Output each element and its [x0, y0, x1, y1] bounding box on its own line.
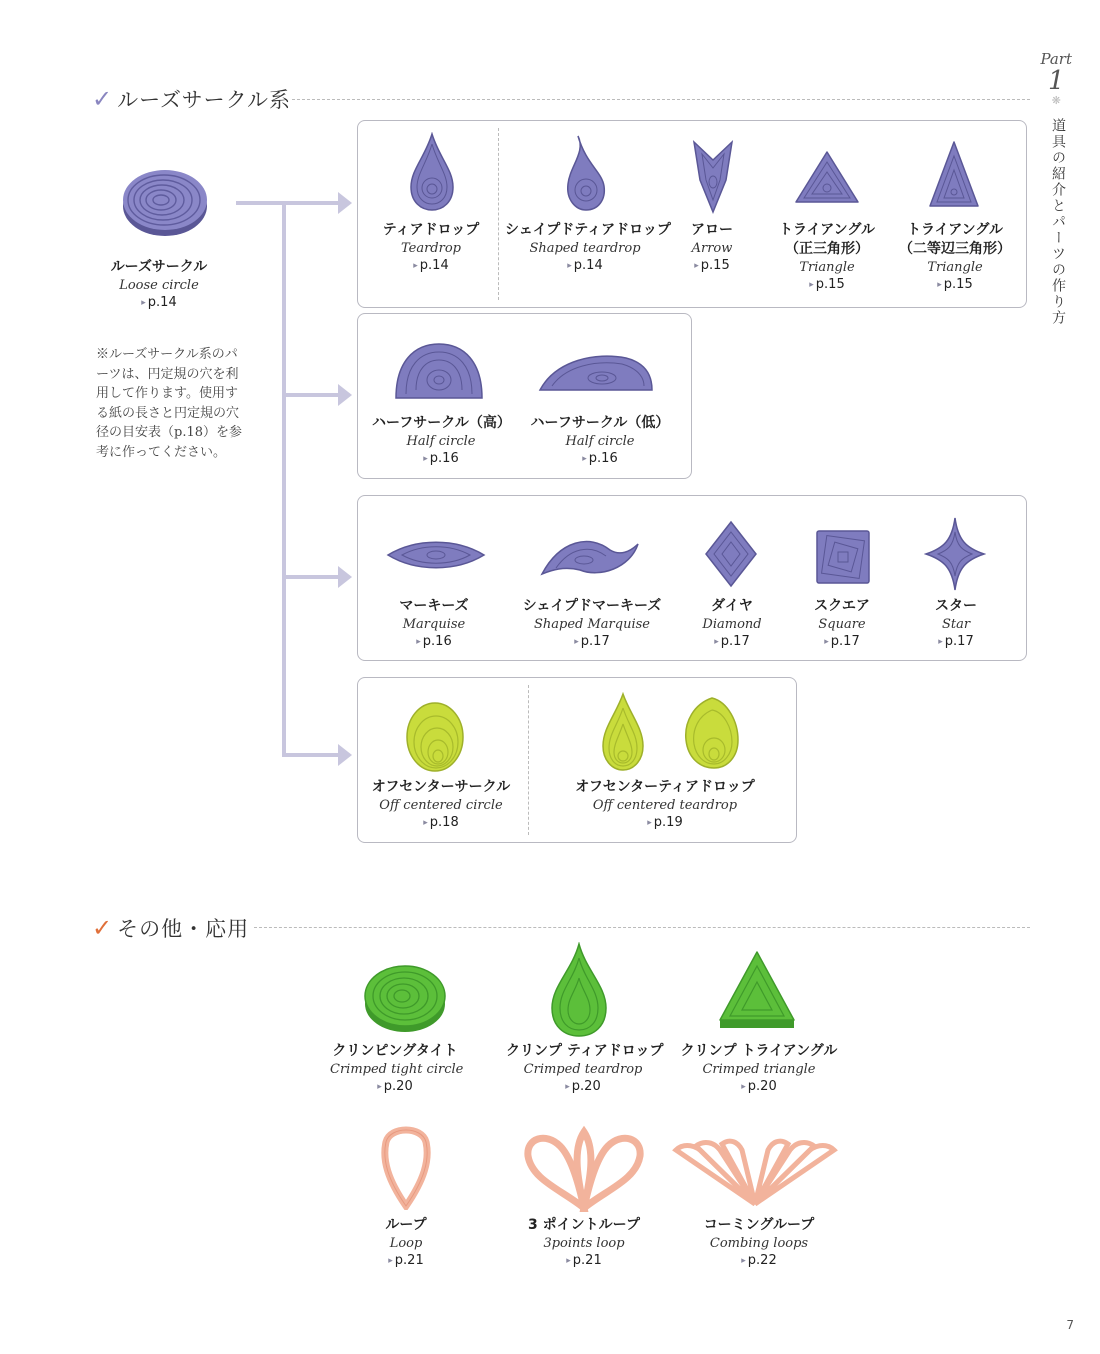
part-crimped-triangle: クリンプ トライアングル Crimped triangle ▸ p.20 [680, 1042, 838, 1097]
check-mark-icon: ✓ [92, 914, 114, 942]
loop-image [378, 1120, 434, 1210]
diamond-image [704, 520, 758, 588]
shaped-marquise-image [540, 530, 640, 580]
combing-loops-image [672, 1136, 838, 1208]
source-loose-circle: ルーズサークル Loose circle ▸ p.14 [94, 258, 224, 313]
part-off-centered-teardrop: オフセンターティアドロップ Off centered teardrop ▸ p.19 [560, 778, 770, 833]
off-centered-teardrop-image [600, 692, 646, 772]
off-centered-circle-image [404, 700, 466, 774]
arrow-image [690, 138, 736, 214]
section-title-others: ✓ その他・応用 [92, 914, 250, 942]
check-mark-icon: ✓ [92, 85, 114, 113]
page-number: 7 [1066, 1318, 1074, 1332]
right-arrow-icon [338, 384, 352, 406]
half-circle-high-image [392, 340, 486, 406]
right-arrow-icon [338, 566, 352, 588]
note-text: ※ルーズサークル系のパーツは、円定規の穴を利用して作ります。使用する紙の長さと円定規の穴径の目安表（p.18）を参考に作ってください。 [96, 347, 242, 460]
connector-line [282, 393, 340, 397]
group-divider [498, 128, 499, 300]
connector-trunk [282, 201, 286, 757]
half-circle-low-image [536, 350, 656, 396]
shaped-teardrop-image [556, 134, 612, 212]
part-teardrop: ティアドロップ Teardrop ▸ p.14 [371, 221, 491, 276]
part-label: Part 1 ❋ [1040, 50, 1072, 107]
part-triangle-equilateral: トライアングル （正三角形） Triangle ▸ p.15 [766, 221, 888, 295]
part-off-centered-circle: オフセンターサークル Off centered circle ▸ p.18 [366, 778, 516, 833]
crimped-triangle-image [716, 948, 798, 1032]
part-triangle-isosceles: トライアングル （二等辺三角形） Triangle ▸ p.15 [892, 221, 1018, 295]
part-crimped-tight-circle: クリンピングタイト Crimped tight circle ▸ p.20 [330, 1042, 460, 1097]
connector-line [236, 201, 340, 205]
section-divider [292, 99, 1030, 100]
connector-line [282, 575, 340, 579]
part-combing-loops: コーミングループ Combing loops ▸ p.22 [688, 1216, 830, 1271]
loose-circle-image [120, 162, 210, 237]
part-half-circle-high: ハーフサークル（高） Half circle ▸ p.16 [372, 414, 510, 469]
connector-line [282, 753, 340, 757]
part-marquise: マーキーズ Marquise ▸ p.16 [384, 597, 484, 652]
part-loop: ループ Loop ▸ p.21 [346, 1216, 466, 1271]
vertical-chapter-title: 道具の紹介とパーツの作り方 [1050, 118, 1066, 326]
part-shaped-marquise: シェイプドマーキーズ Shaped Marquise ▸ p.17 [520, 597, 664, 652]
part-square: スクエア Square ▸ p.17 [802, 597, 882, 652]
section-title-loose-circle: ✓ ルーズサークル系 [92, 85, 292, 113]
part-half-circle-low: ハーフサークル（低） Half circle ▸ p.16 [530, 414, 670, 469]
marquise-image [386, 538, 486, 572]
part-diamond: ダイヤ Diamond ▸ p.17 [692, 597, 772, 652]
right-arrow-icon [338, 192, 352, 214]
square-image [814, 528, 872, 586]
off-centered-teardrop-image [682, 696, 742, 770]
right-arrow-icon [338, 744, 352, 766]
isosceles-triangle-image [928, 140, 980, 210]
section-divider [254, 927, 1030, 928]
part-crimped-teardrop: クリンプ ティアドロップ Crimped teardrop ▸ p.20 [506, 1042, 660, 1097]
equilateral-triangle-image [792, 148, 862, 206]
part-star: スター Star ▸ p.17 [916, 597, 996, 652]
part-three-points-loop: 3 ポイントループ 3points loop ▸ p.21 [514, 1216, 654, 1271]
crimped-teardrop-image [546, 942, 612, 1038]
star-image [924, 516, 986, 592]
crimped-tight-circle-image [362, 958, 448, 1036]
three-points-loop-image [522, 1120, 646, 1212]
part-shaped-teardrop: シェイプドティアドロップ Shaped teardrop ▸ p.14 [505, 221, 665, 276]
decor-flower-icon: ❋ [1051, 94, 1061, 107]
part-arrow: アロー Arrow ▸ p.15 [672, 221, 752, 276]
group-divider [528, 685, 529, 835]
teardrop-image [405, 132, 459, 212]
